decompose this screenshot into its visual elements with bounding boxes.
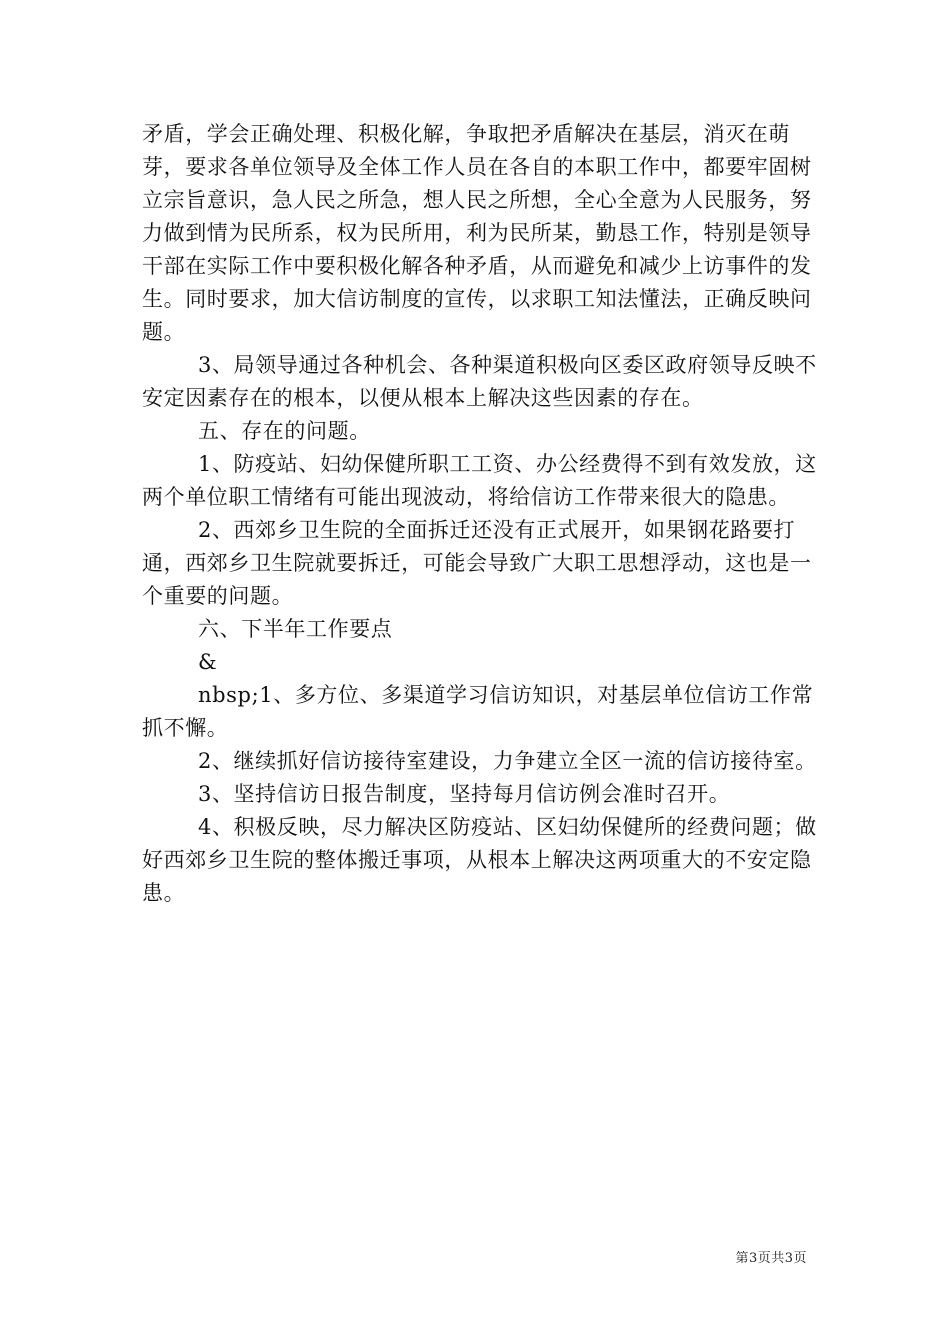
paragraph-point-2: 2、继续抓好信访接待室建设，力争建立全区一流的信访接待室。 xyxy=(198,749,817,773)
section-heading-problems: 五、存在的问题。 xyxy=(198,419,371,443)
paragraph-problem-1: 1、防疫站、妇幼保健所职工工资、办公经费得不到有效发放，这两个单位职工情绪有可能出现波动，将给信访工作带来很大的隐患。 xyxy=(142,452,817,509)
section-heading-work-points: 六、下半年工作要点 xyxy=(198,617,393,641)
paragraph-problem-2: 2、西郊乡卫生院的全面拆迁还没有正式展开，如果钢花路要打通，西郊乡卫生院就要拆迁，可能会导致广大职工思想浮动，这也是一个重要的问题。 xyxy=(142,518,812,608)
paragraph-point-4: 4、积极反映，尽力解决区防疫站、区妇幼保健所的经费问题；做好西郊乡卫生院的整体搬迁事项，从根本上解决这两项重大的不安定隐患。 xyxy=(142,815,817,905)
paragraph-2: 3、局领导通过各种机会、各种渠道积极向区委区政府领导反映不安定因素存在的根本，以便从根本上解决这些因素的存在。 xyxy=(142,353,817,410)
paragraph-ampersand: & xyxy=(198,650,218,674)
paragraph-1: 矛盾，学会正确处理、积极化解，争取把矛盾解决在基层，消灭在萌芽，要求各单位领导及全体工作人员在各自的本职工作中，都要牢固树立宗旨意识，急人民之所急，想人民之所想，全心全意为人民服务，努力做到情为民所系，权为民所用，利为民所某，勤恳工作，特别是领导干部在实际工作中要积极化解各种矛盾，从而避免和减少上访事件的发生。同时要求，加大信访制度的宣传，以求职工知法懂法，正确反映问题。 xyxy=(142,122,812,344)
paragraph-point-1: nbsp;1、多方位、多渠道学习信访知识，对基层单位信访工作常抓不懈。 xyxy=(142,683,814,740)
page-number: 第3页共3页 xyxy=(735,1251,807,1266)
paragraph-point-3: 3、坚持信访日报告制度，坚持每月信访例会准时召开。 xyxy=(198,782,731,806)
document-body xyxy=(142,118,822,910)
